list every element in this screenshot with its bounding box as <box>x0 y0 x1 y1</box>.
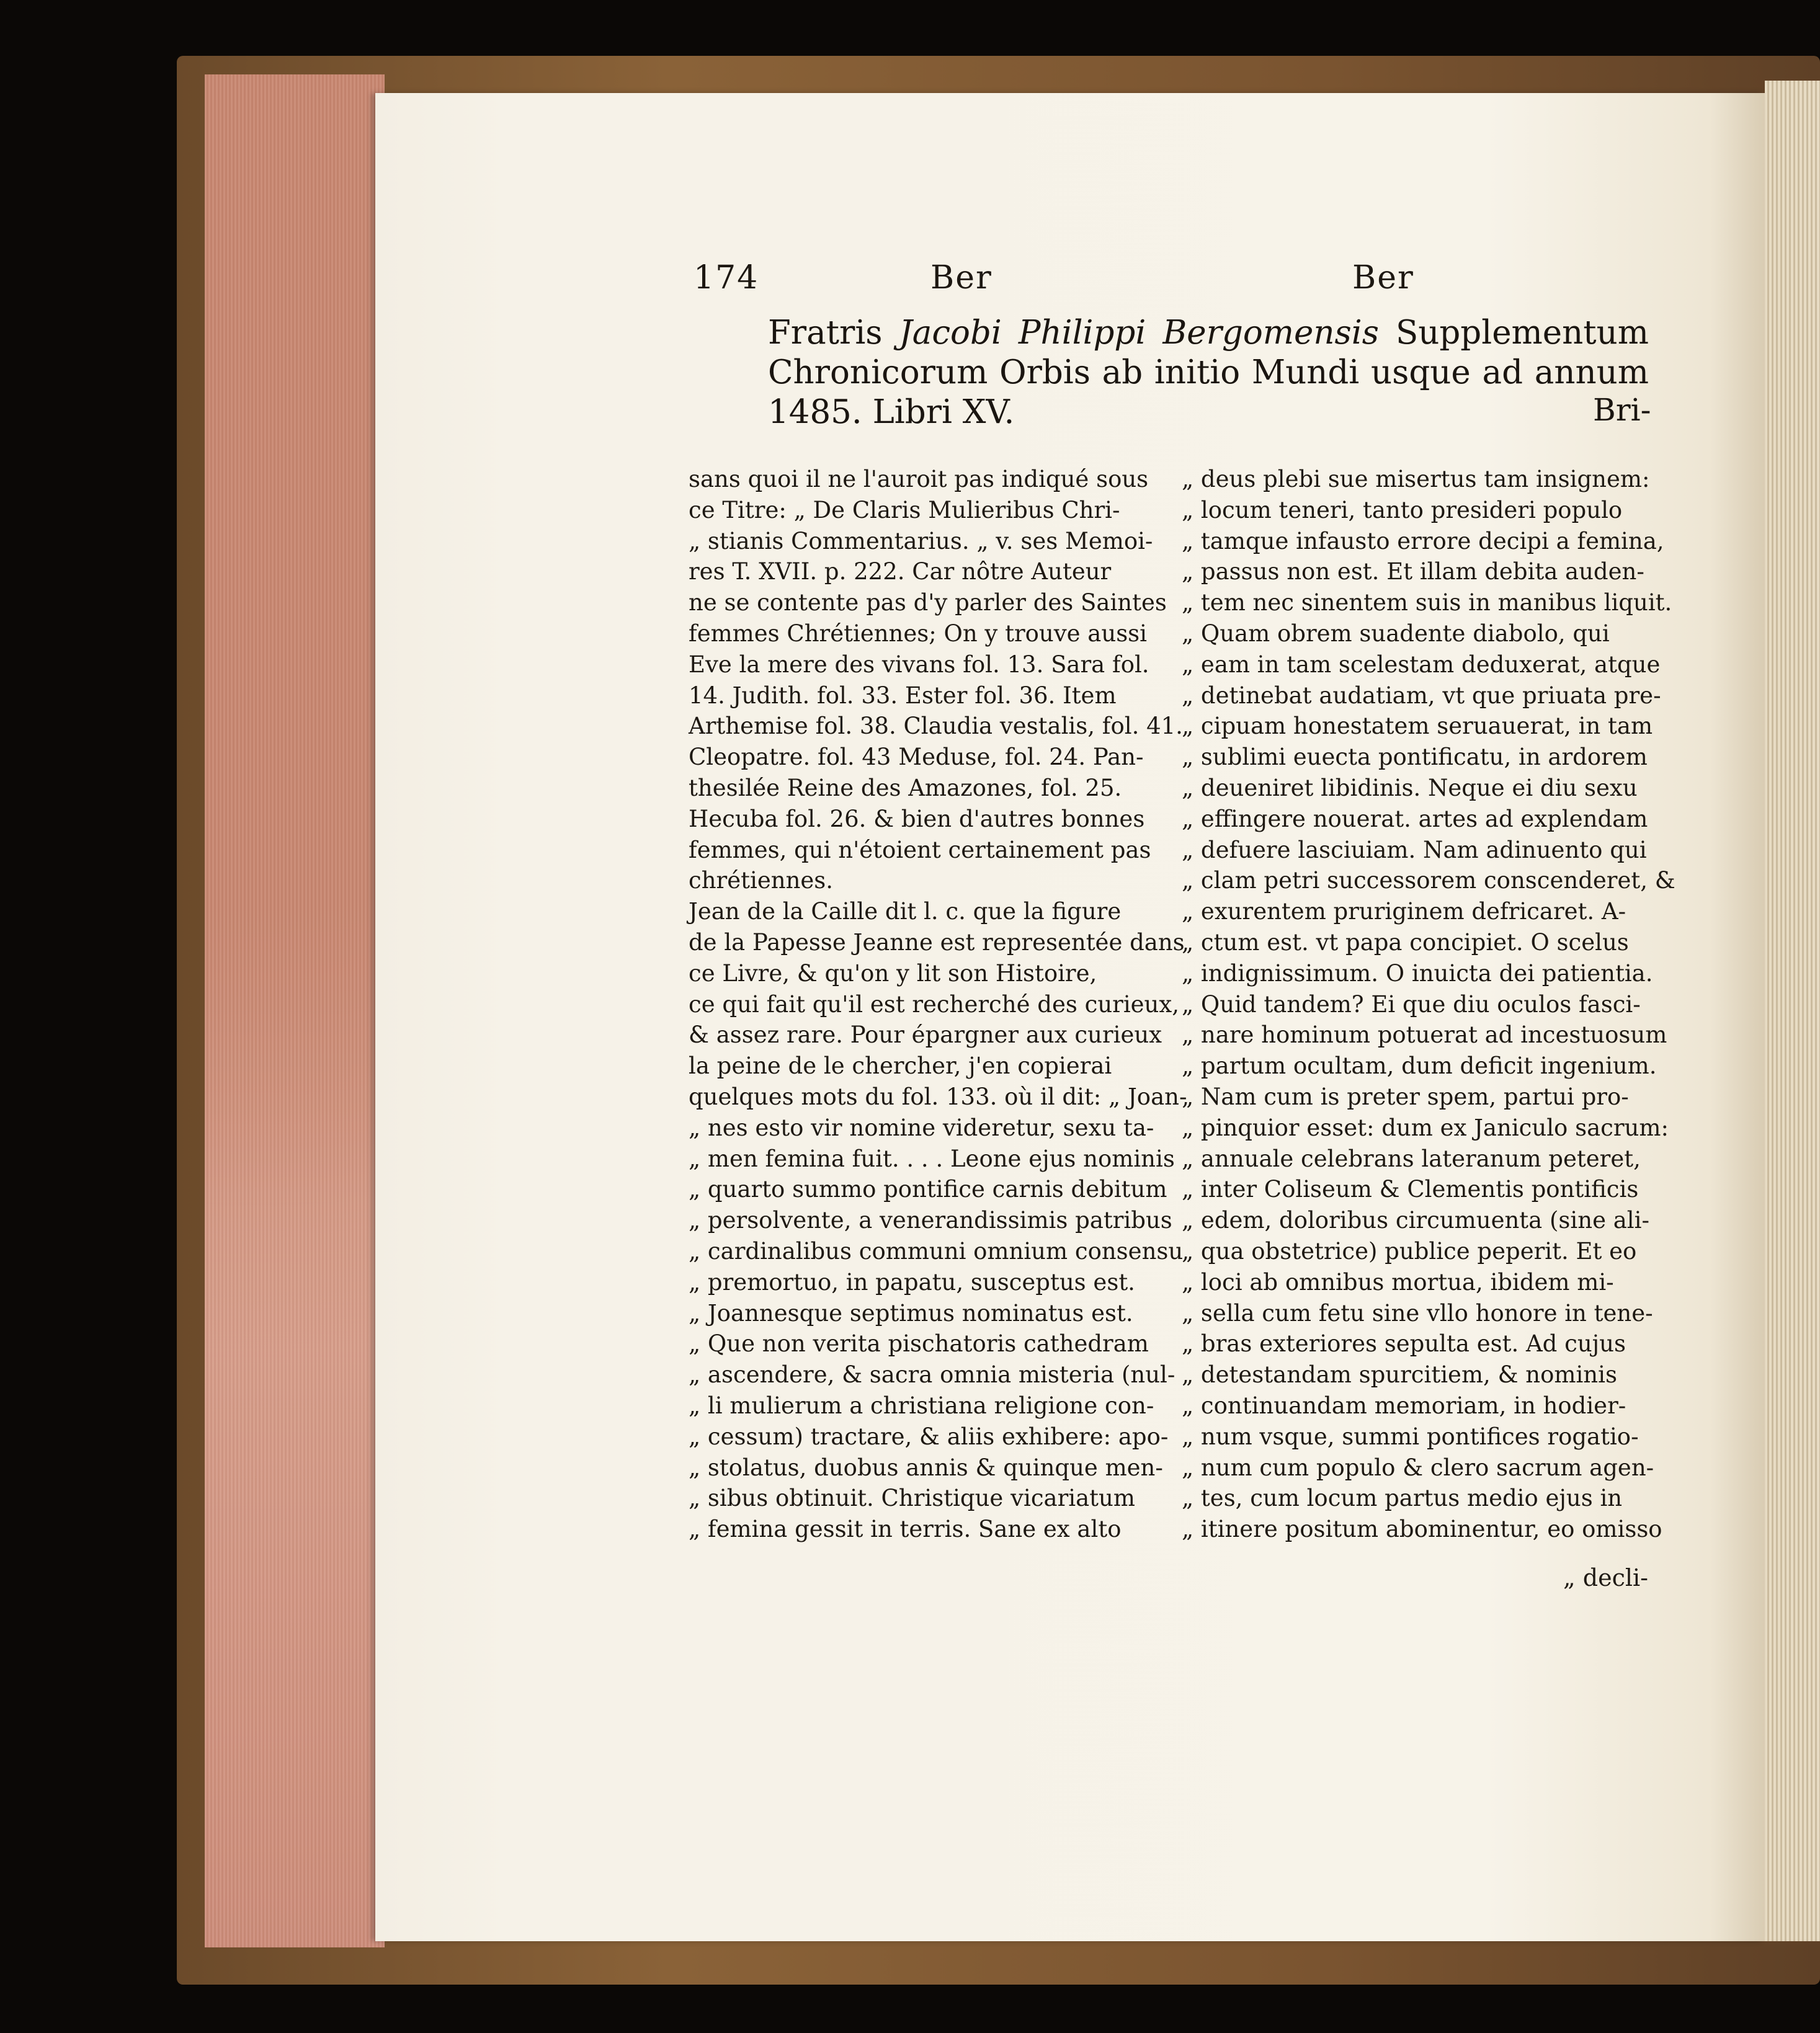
text-line: 14. Judith. fol. 33. Ester fol. 36. Item <box>689 682 1117 709</box>
text-line: „ cipuam honestatem seruauerat, in tam <box>1182 713 1653 740</box>
text-line: femmes Chrétiennes; On y trouve aussi <box>689 620 1148 647</box>
title-rest: Supplementum Chronicorum Orbis ab initio Mundi usque ad annum 1485. Libri XV. <box>768 314 1649 431</box>
text-line: „ qua obstetrice) publice peperit. Et eo <box>1182 1237 1637 1265</box>
left-text-column <box>689 464 1187 1545</box>
text-line: Cleopatre. fol. 43 Meduse, fol. 24. Pan- <box>689 744 1144 771</box>
text-line: la peine de le chercher, j'en copierai <box>689 1052 1112 1080</box>
text-line: „ quarto summo pontifice carnis debitum <box>689 1176 1167 1203</box>
text-line: chrétiennes. <box>689 867 834 894</box>
text-line: „ premortuo, in papatu, susceptus est. <box>689 1268 1135 1296</box>
text-line: „ men femina fuit. . . . Leone ejus nominis <box>689 1145 1175 1172</box>
text-line: Jean de la Caille dit l. c. que la figure <box>689 898 1122 925</box>
text-line: „ ctum est. vt papa concipiet. O scelus <box>1182 928 1629 956</box>
title-name: Jacobi Philippi Bergomensis <box>899 314 1379 352</box>
text-line: „ Que non verita pischatoris cathedram <box>689 1330 1149 1358</box>
text-line: sans quoi il ne l'auroit pas indiqué sous <box>689 466 1149 492</box>
text-line: de la Papesse Jeanne est representée dans <box>689 928 1185 956</box>
text-line: femmes, qui n'étoient certainement pas <box>689 836 1151 863</box>
text-line: „ clam petri successorem conscenderet, & <box>1182 867 1675 894</box>
text-line: „ edem, doloribus circumuenta (sine ali- <box>1182 1207 1649 1234</box>
running-head-right: Ber <box>1352 259 1414 296</box>
text-line: Hecuba fol. 26. & bien d'autres bonnes <box>689 805 1145 832</box>
title-prefix: Fratris <box>768 314 899 352</box>
text-line: ce Titre: „ De Claris Mulieribus Chri- <box>689 496 1120 523</box>
text-line: „ femina gessit in terris. Sane ex alto <box>689 1516 1122 1543</box>
text-line: „ tamque infausto errore decipi a femina, <box>1182 527 1664 554</box>
text-line: „ cardinalibus communi omnium consensu <box>689 1237 1184 1265</box>
text-line: „ detinebat audatiam, vt que priuata pre- <box>1182 682 1661 709</box>
text-line: „ tes, cum locum partus medio ejus in <box>1182 1485 1623 1512</box>
text-line: „ continuandam memoriam, in hodier- <box>1182 1392 1626 1419</box>
text-line: „ nes esto vir nomine videretur, sexu ta- <box>689 1114 1154 1141</box>
text-line: „ bras exteriores sepulta est. Ad cujus <box>1182 1330 1626 1358</box>
text-line: thesilée Reine des Amazones, fol. 25. <box>689 774 1122 801</box>
text-line: „ inter Coliseum & Clementis pontificis <box>1182 1176 1639 1203</box>
text-line: „ indignissimum. O inuicta dei patientia. <box>1182 959 1653 987</box>
text-line: res T. XVII. p. 222. Car nôtre Auteur <box>689 558 1112 585</box>
page-edge-left <box>205 74 385 1947</box>
text-line: „ itinere positum abominentur, eo omisso <box>1182 1516 1662 1543</box>
text-line: „ num cum populo & clero sacrum agen- <box>1182 1454 1654 1481</box>
text-line: „ locum teneri, tanto presideri populo <box>1182 496 1623 523</box>
text-line: „ defuere lasciuiam. Nam adinuento qui <box>1182 836 1647 863</box>
text-line: „ exurentem pruriginem defricaret. A- <box>1182 898 1626 925</box>
text-line: „ partum ocultam, dum deficit ingenium. <box>1182 1052 1657 1080</box>
text-line: „ deueniret libidinis. Neque ei diu sexu <box>1182 774 1638 801</box>
title-catchword: Bri- <box>1593 392 1651 428</box>
text-line: „ passus non est. Et illam debita auden- <box>1182 558 1644 585</box>
running-head-left: Ber <box>930 259 993 296</box>
text-line: ce qui fait qu'il est recherché des curieux, <box>689 990 1180 1018</box>
text-line: „ detestandam spurcitiem, & nominis <box>1182 1361 1617 1389</box>
text-line: ne se contente pas d'y parler des Saintes <box>689 589 1167 616</box>
text-line: „ sublimi euecta pontificatu, in ardorem <box>1182 744 1648 771</box>
text-line: „ stolatus, duobus annis & quinque men- <box>689 1454 1163 1481</box>
text-line: „ cessum) tractare, & aliis exhibere: apo- <box>689 1423 1169 1450</box>
text-line: „ Nam cum is preter spem, partui pro- <box>1182 1083 1629 1110</box>
text-line: „ Quid tandem? Ei que diu oculos fasci- <box>1182 990 1641 1018</box>
entry-title <box>768 313 1649 432</box>
text-line: quelques mots du fol. 133. où il dit: „ Joan- <box>689 1083 1187 1110</box>
text-line: „ eam in tam scelestam deduxerat, atque <box>1182 651 1661 678</box>
text-line: „ num vsque, summi pontifices rogatio- <box>1182 1423 1639 1450</box>
page-edge-right <box>1765 81 1820 1941</box>
text-line: „ tem nec sinentem suis in manibus liquit. <box>1182 589 1672 616</box>
text-line: „ li mulierum a christiana religione con- <box>689 1392 1154 1419</box>
text-line: „ Joannesque septimus nominatus est. <box>689 1299 1133 1327</box>
text-line: „ deus plebi sue misertus tam insignem: <box>1182 466 1650 492</box>
text-line: „ pinquior esset: dum ex Janiculo sacrum: <box>1182 1114 1669 1141</box>
text-line: & assez rare. Pour épargner aux curieux <box>689 1021 1162 1049</box>
text-line: „ annuale celebrans lateranum peteret, <box>1182 1145 1641 1172</box>
text-line: „ ascendere, & sacra omnia misteria (nul- <box>689 1361 1175 1389</box>
text-line: Eve la mere des vivans fol. 13. Sara fol. <box>689 651 1149 678</box>
text-line: ce Livre, & qu'on y lit son Histoire, <box>689 959 1097 987</box>
text-line: „ persolvente, a venerandissimis patribus <box>689 1207 1172 1234</box>
text-line: „ sibus obtinuit. Christique vicariatum <box>689 1485 1135 1512</box>
text-line: „ sella cum fetu sine vllo honore in tene- <box>1182 1299 1653 1327</box>
text-line: „ Quam obrem suadente diabolo, qui <box>1182 620 1610 647</box>
text-line: „ nare hominum potuerat ad incestuosum <box>1182 1021 1667 1049</box>
right-text-column <box>1182 464 1675 1545</box>
text-line: Arthemise fol. 38. Claudia vestalis, fol. 41. <box>689 713 1183 740</box>
page-catchword: „ decli- <box>1563 1564 1649 1591</box>
text-line: „ effingere nouerat. artes ad explendam <box>1182 805 1648 832</box>
text-line: „ loci ab omnibus mortua, ibidem mi- <box>1182 1268 1614 1296</box>
text-line: „ stianis Commentarius. „ v. ses Memoi- <box>689 527 1153 554</box>
page-number: 174 <box>694 259 759 296</box>
